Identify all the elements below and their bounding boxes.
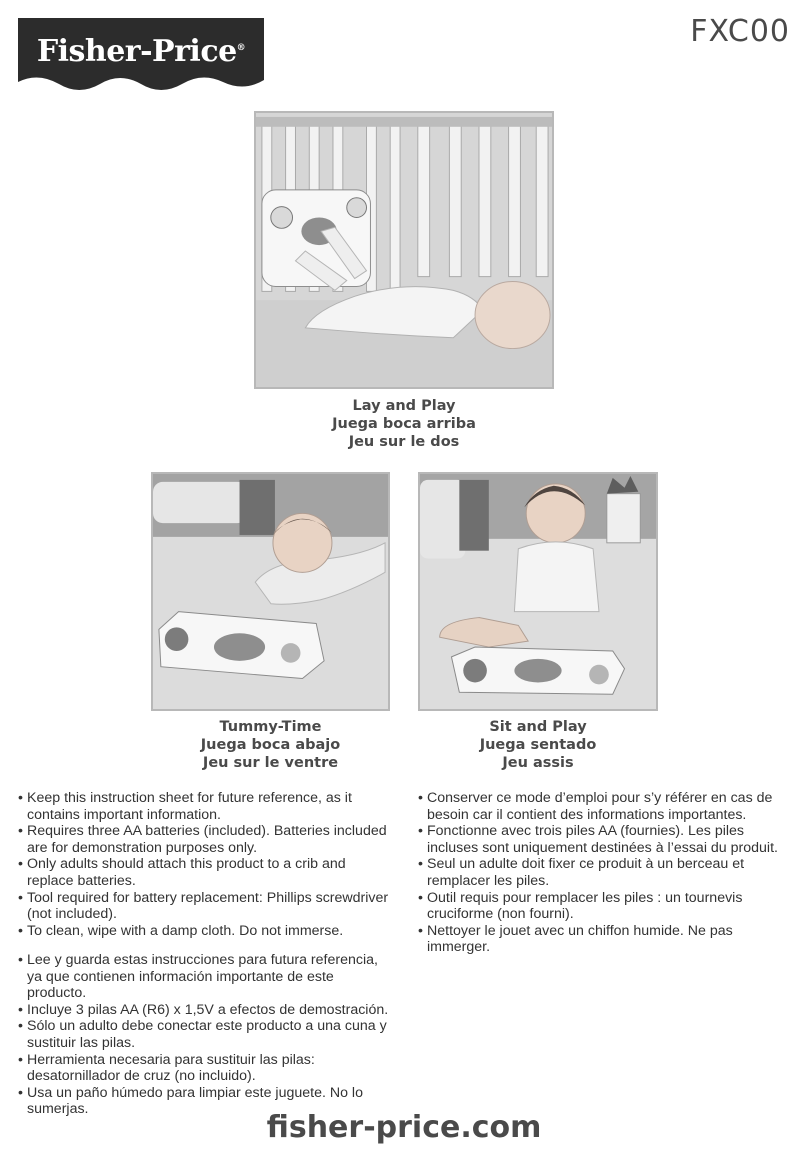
tummy-time-caption [151, 718, 390, 772]
caption-english: Lay and Play [352, 398, 456, 414]
list-item: • Fonctionne avec trois piles AA (fournies). Les piles incluses sont uniquement destinées à l’essai du produit. [418, 823, 790, 856]
caption-spanish: Juega boca abajo [200, 737, 341, 753]
model-number: FXC00 [690, 14, 790, 49]
caption-english: Sit and Play [489, 719, 587, 735]
list-item: • Lee y guarda estas instrucciones para futura referencia, ya que contienen información importante de este producto. [18, 952, 396, 1002]
trademark-symbol: ® [236, 43, 246, 53]
list-item: • Herramienta necesaria para sustituir las pilas: desatornillador de cruz (no incluido). [18, 1052, 396, 1085]
list-item: • Outil requis pour remplacer les piles : un tournevis cruciforme (non fourni). [418, 890, 790, 923]
lay-and-play-photo [254, 111, 554, 389]
list-item: • Seul un adulte doit fixer ce produit à un berceau et remplacer les piles. [418, 856, 790, 889]
list-item: • To clean, wipe with a damp cloth. Do not immerse. [18, 923, 396, 940]
list-item: • Usa un paño húmedo para limpiar este juguete. No lo sumerjas. [18, 1085, 396, 1118]
fisher-price-logo [18, 18, 264, 96]
list-item: • Sólo un adulto debe conectar este producto a una cuna y sustituir las pilas. [18, 1018, 396, 1051]
caption-french: Jeu sur le ventre [202, 755, 339, 771]
lay-and-play-caption [254, 397, 554, 451]
caption-french: Jeu sur le dos [348, 434, 460, 450]
sit-and-play-caption [418, 718, 658, 772]
instructions-spanish [18, 952, 396, 1118]
caption-spanish: Juega sentado [479, 737, 597, 753]
caption-spanish: Juega boca arriba [332, 416, 476, 432]
caption-french: Jeu assis [502, 755, 574, 771]
caption-english: Tummy-Time [219, 719, 322, 735]
sit-and-play-photo [418, 472, 658, 711]
logo-text: Fisher-Price [36, 34, 237, 69]
list-item: • Tool required for battery replacement: Phillips screwdriver (not included). [18, 890, 396, 923]
list-item: • Keep this instruction sheet for future reference, as it contains important information. [18, 790, 396, 823]
list-item: • Requires three AA batteries (included). Batteries included are for demonstration purposes only. [18, 823, 396, 856]
website-url: fisher-price.com [266, 1110, 542, 1145]
instructions-french [418, 790, 790, 956]
list-item: • Only adults should attach this product to a crib and replace batteries. [18, 856, 396, 889]
list-item: • Nettoyer le jouet avec un chiffon humide. Ne pas immerger. [418, 923, 790, 956]
list-item: • Conserver ce mode d’emploi pour s’y référer en cas de besoin car il contient des informations importantes. [418, 790, 790, 823]
tummy-time-photo [151, 472, 390, 711]
list-item: • Incluye 3 pilas AA (R6) x 1,5V a efectos de demostración. [18, 1002, 396, 1019]
instructions-english [18, 790, 396, 939]
